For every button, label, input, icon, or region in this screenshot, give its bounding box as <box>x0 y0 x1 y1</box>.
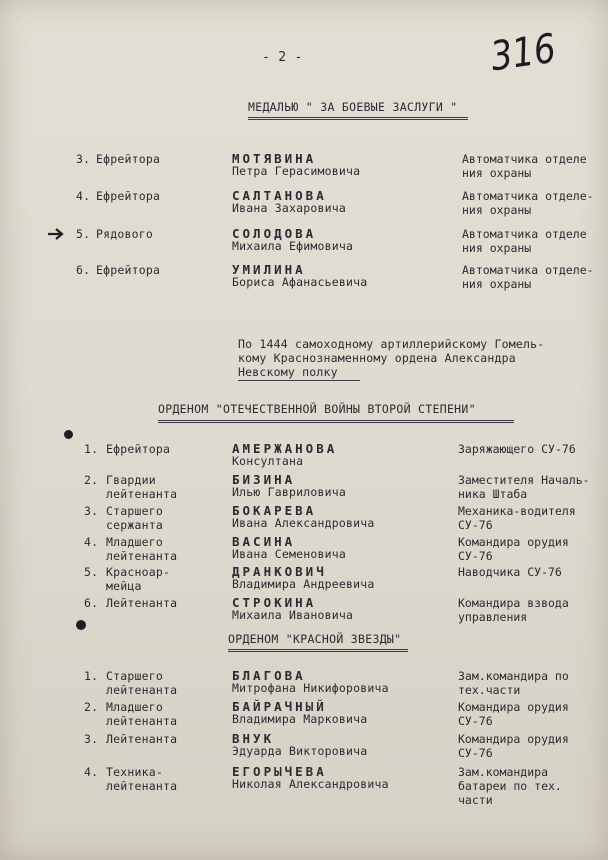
entry-rank: Ефрейтора <box>96 152 161 166</box>
entry-number: 6. <box>76 263 91 277</box>
entry-number: 4. <box>84 535 99 549</box>
entry-surname: АМЕРЖАНОВА <box>232 441 338 456</box>
entry-given-name: Владимира Андреевича <box>232 577 375 591</box>
entry-position: Зам.командира <box>458 765 549 779</box>
entry-surname: БАЙРАЧНЫЙ <box>232 699 327 714</box>
entry-given-name: Владимира Марковича <box>232 712 368 726</box>
entry-given-name: Консултана <box>232 454 304 468</box>
handwritten-page-number: 316 <box>487 25 559 81</box>
entry-rank: Гвардии <box>106 473 156 487</box>
section1-heading: МЕДАЛЬЮ " ЗА БОЕВЫЕ ЗАСЛУГИ " <box>248 100 458 114</box>
ink-blot <box>64 430 73 439</box>
section2-heading-underline <box>158 420 514 423</box>
entry-position: Автоматчика отделе <box>462 152 587 166</box>
unit-underline <box>238 380 360 381</box>
entry-rank: лейтенанта <box>106 683 178 697</box>
entry-rank: лейтенанта <box>106 549 178 563</box>
entry-position: Командира орудия <box>458 700 569 714</box>
entry-number: 3. <box>84 504 99 518</box>
entry-given-name: Михаила Ивановича <box>232 608 354 622</box>
entry-number: 4. <box>84 765 99 779</box>
entry-given-name: Ивана Семеновича <box>232 547 346 561</box>
entry-rank: Младшего <box>106 700 163 714</box>
entry-given-name: Илью Гавриловича <box>232 485 346 499</box>
entry-rank: Ефрейтора <box>96 189 161 203</box>
section2-heading: ОРДЕНОМ "ОТЕЧЕСТВЕННОЙ ВОЙНЫ ВТОРОЙ СТЕПЕНИ" <box>158 402 476 416</box>
entry-rank: Ефрейтора <box>106 442 171 456</box>
entry-position: СУ-76 <box>458 518 493 532</box>
entry-position: Автоматчика отделе- <box>462 263 594 277</box>
entry-position: Механика-водителя <box>458 504 576 518</box>
entry-number: 5. <box>84 565 99 579</box>
entry-position: СУ-76 <box>458 746 493 760</box>
entry-rank: сержанта <box>106 518 163 532</box>
entry-number: 4. <box>76 189 91 203</box>
page-number: - 2 - <box>262 50 303 65</box>
entry-number: 6. <box>84 596 99 610</box>
entry-rank: Ефрейтора <box>96 263 161 277</box>
entry-given-name: Ивана Александровича <box>232 516 375 530</box>
section3-heading: ОРДЕНОМ "КРАСНОЙ ЗВЕЗДЫ" <box>228 632 402 646</box>
entry-rank: Старшего <box>106 504 163 518</box>
entry-rank: лейтенанта <box>106 779 178 793</box>
entry-surname: МОТЯВИНА <box>232 151 317 166</box>
entry-surname: САЛТАНОВА <box>232 188 327 203</box>
entry-given-name: Митрофана Никифоровича <box>232 681 389 695</box>
entry-surname: ДРАНКОВИЧ <box>232 564 327 579</box>
entry-given-name: Эдуарда Викторовича <box>232 744 368 758</box>
entry-position: Зам.командира по <box>458 669 569 683</box>
section1-heading-underline <box>248 117 468 120</box>
entry-position: тех.части <box>458 683 521 697</box>
entry-position: Автоматчика отделе- <box>462 189 594 203</box>
entry-number: 1. <box>84 442 99 456</box>
entry-position: Автоматчика отделе <box>462 227 587 241</box>
entry-position: Заместителя Началь- <box>458 473 590 487</box>
entry-number: 2. <box>84 700 99 714</box>
entry-position: ния охраны <box>462 277 532 291</box>
entry-rank: Красноар- <box>106 565 171 579</box>
unit-line-2: кому Краснознаменному ордена Александра <box>238 351 516 365</box>
entry-rank: Лейтенанта <box>106 596 178 610</box>
entry-number: 2. <box>84 473 99 487</box>
entry-surname: БОКАРЕВА <box>232 503 317 518</box>
entry-given-name: Бориса Афанасьевича <box>232 275 368 289</box>
entry-rank: Старшего <box>106 669 163 683</box>
entry-given-name: Петра Герасимовича <box>232 164 361 178</box>
entry-surname: ВАСИНА <box>232 534 296 549</box>
entry-position: Командира орудия <box>458 732 569 746</box>
entry-given-name: Николая Александровича <box>232 777 389 791</box>
entry-surname: БИЗИНА <box>232 472 296 487</box>
entry-position: Наводчика СУ-76 <box>458 565 562 579</box>
entry-given-name: Ивана Захаровича <box>232 201 346 215</box>
entry-number: 5. <box>76 227 91 241</box>
entry-rank: Рядового <box>96 227 153 241</box>
entry-rank: Младшего <box>106 535 163 549</box>
entry-surname: СОЛОДОВА <box>232 226 317 241</box>
entry-surname: ЕГОРЫЧЕВА <box>232 764 327 779</box>
entry-position: ния охраны <box>462 241 532 255</box>
entry-position: СУ-76 <box>458 549 493 563</box>
entry-number: 3. <box>84 732 99 746</box>
entry-position: ния охраны <box>462 166 532 180</box>
entry-surname: ВНУК <box>232 731 275 746</box>
unit-line-3: Невскому полку <box>238 365 338 379</box>
unit-line-1: По 1444 самоходному артиллерийскому Гомель- <box>238 337 545 351</box>
entry-rank: лейтенанта <box>106 487 178 501</box>
entry-surname: СТРОКИНА <box>232 595 317 610</box>
arrow-mark-icon <box>48 228 66 240</box>
entry-surname: УМИЛИНА <box>232 262 306 277</box>
entry-rank: лейтенанта <box>106 714 178 728</box>
entry-position: батареи по тех. <box>458 779 562 793</box>
entry-surname: БЛАГОВА <box>232 668 306 683</box>
entry-position: Командира взвода <box>458 596 569 610</box>
entry-number: 3. <box>76 152 91 166</box>
entry-number: 1. <box>84 669 99 683</box>
entry-position: ния охраны <box>462 203 532 217</box>
entry-position: Командира орудия <box>458 535 569 549</box>
entry-position: управления <box>458 610 528 624</box>
entry-rank: Техника- <box>106 765 163 779</box>
entry-rank: мейца <box>106 579 142 593</box>
entry-rank: Лейтенанта <box>106 732 178 746</box>
ink-blot <box>76 620 86 630</box>
section3-heading-underline <box>228 649 408 652</box>
entry-position: части <box>458 793 493 807</box>
entry-position: ника Штаба <box>458 487 528 501</box>
entry-position: СУ-76 <box>458 714 493 728</box>
entry-position: Заряжающего СУ-76 <box>458 442 576 456</box>
entry-given-name: Михаила Ефимовича <box>232 239 354 253</box>
